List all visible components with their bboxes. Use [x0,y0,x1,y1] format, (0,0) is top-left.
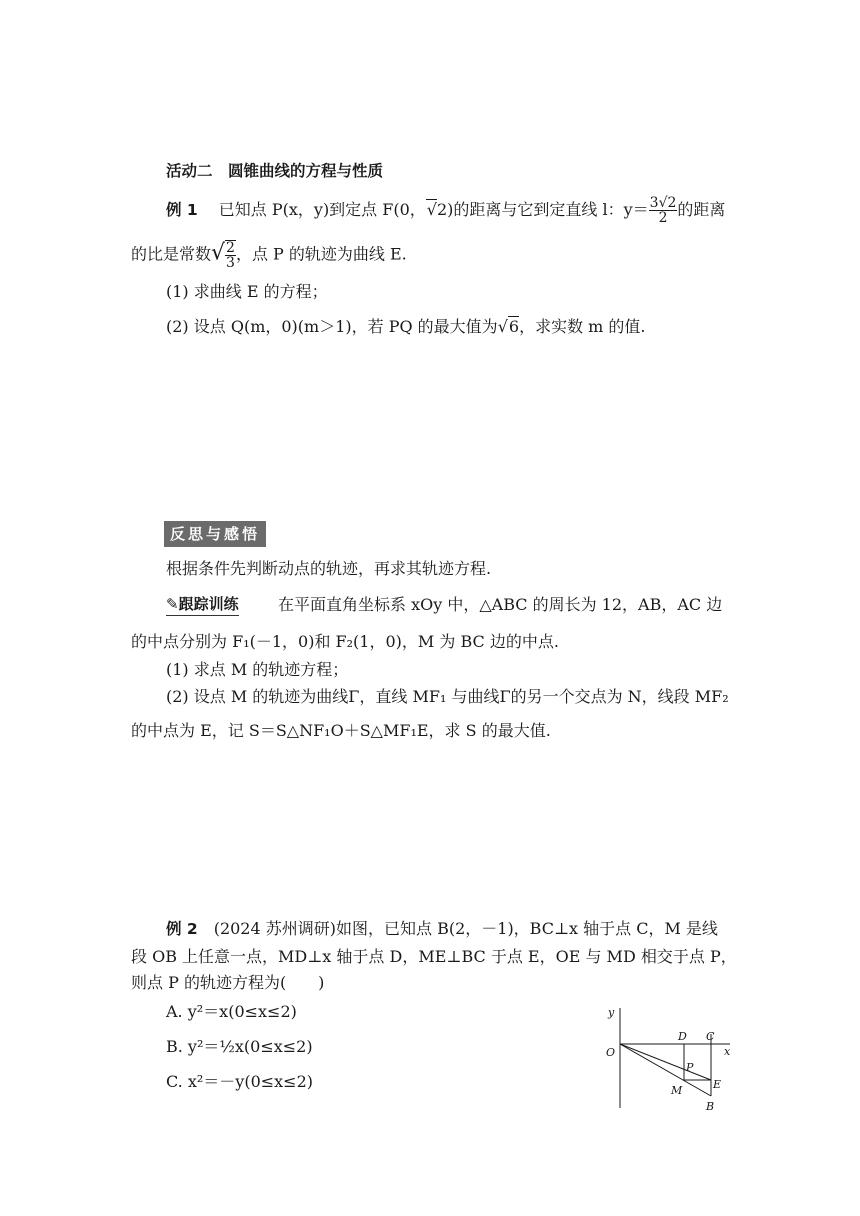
example1-q2-b: ，求实数 m 的值. [519,317,646,336]
example1-line1 [166,196,725,225]
sqrt-symbol: √ [426,200,437,219]
pencil-icon: ✎ [166,595,179,613]
example1-line2-a: 的比是常数 [131,244,212,264]
fraction-2-over-3: $\frac{2}{3}$ [226,240,235,271]
example1-line2 [131,240,407,270]
label-D: D [678,1030,687,1043]
reflection-text: 根据条件先判断动点的轨迹，再求其轨迹方程. [166,559,492,578]
option-a: A. y²＝x(0≤x≤2) [166,1002,297,1021]
geometry-figure [598,1000,748,1120]
sqrt-symbol: √ [211,240,226,266]
example1-q1: (1) 求曲线 E 的方程； [166,282,328,301]
example2-line1 [166,918,718,940]
tracking-line1: 在平面直角坐标系 xOy 中，△ABC 的周长为 12，AB，AC 边 [278,595,723,614]
fraction-3sqrt2-over-2: $\frac{3√2}{2}$ [649,195,677,226]
label-M: M [671,1084,683,1097]
example1-text-c: 的距离 [677,200,726,219]
example1-text-b: 2)的距离与它到定直线 l：y＝ [437,200,649,219]
tracking-line2: 的中点分别为 F₁(－1，0)和 F₂(1，0)，M 为 BC 边的中点. [131,632,559,651]
section-title: 活动二 圆锥曲线的方程与性质 [166,162,384,180]
label-C: C [706,1030,715,1043]
tracking-q2-line1: (2) 设点 M 的轨迹为曲线Γ，直线 MF₁ 与曲线Γ的另一个交点为 N，线段 MF₂ [166,687,729,706]
option-b: B. y²＝½x(0≤x≤2) [166,1037,313,1056]
example1-label: 例 1 [166,201,198,219]
reflection-badge: 反思与感悟 [164,521,266,547]
label-O: O [606,1046,616,1059]
label-E: E [713,1078,722,1091]
option-c: C. x²＝－y(0≤x≤2) [166,1072,314,1091]
example2-line2: 段 OB 上任意一点，MD⊥x 轴于点 D，ME⊥BC 于点 E，OE 与 MD 相交于点 P， [131,947,737,966]
example2-line1-text: (2024 苏州调研)如图，已知点 B(2，－1)，BC⊥x 轴于点 C，M 是线 [213,919,718,938]
example1-text-a: 已知点 P(x，y)到定点 F(0， [218,200,426,219]
label-y: y [608,1006,615,1019]
tracking-q1: (1) 求点 M 的轨迹方程； [166,660,349,679]
example2-label: 例 2 [166,920,198,938]
label-B: B [706,1100,715,1113]
example1-q2-a: (2) 设点 Q(m，0)(m＞1)，若 PQ 的最大值为 [166,317,498,336]
sqrt-6: 6 [508,317,520,336]
tracking-label: ✎跟踪训练 [166,593,239,616]
tracking-q2-line2: 的中点为 E，记 S＝S△NF₁O＋S△MF₁E，求 S 的最大值. [131,721,551,740]
label-P: P [686,1061,694,1074]
example1-line2-b: ，点 P 的轨迹为曲线 E. [235,244,407,264]
label-x: x [724,1045,731,1058]
example1-q2 [166,316,646,338]
example2-line3: 则点 P 的轨迹方程为( ) [131,973,325,992]
sqrt-symbol: √ [497,317,508,336]
